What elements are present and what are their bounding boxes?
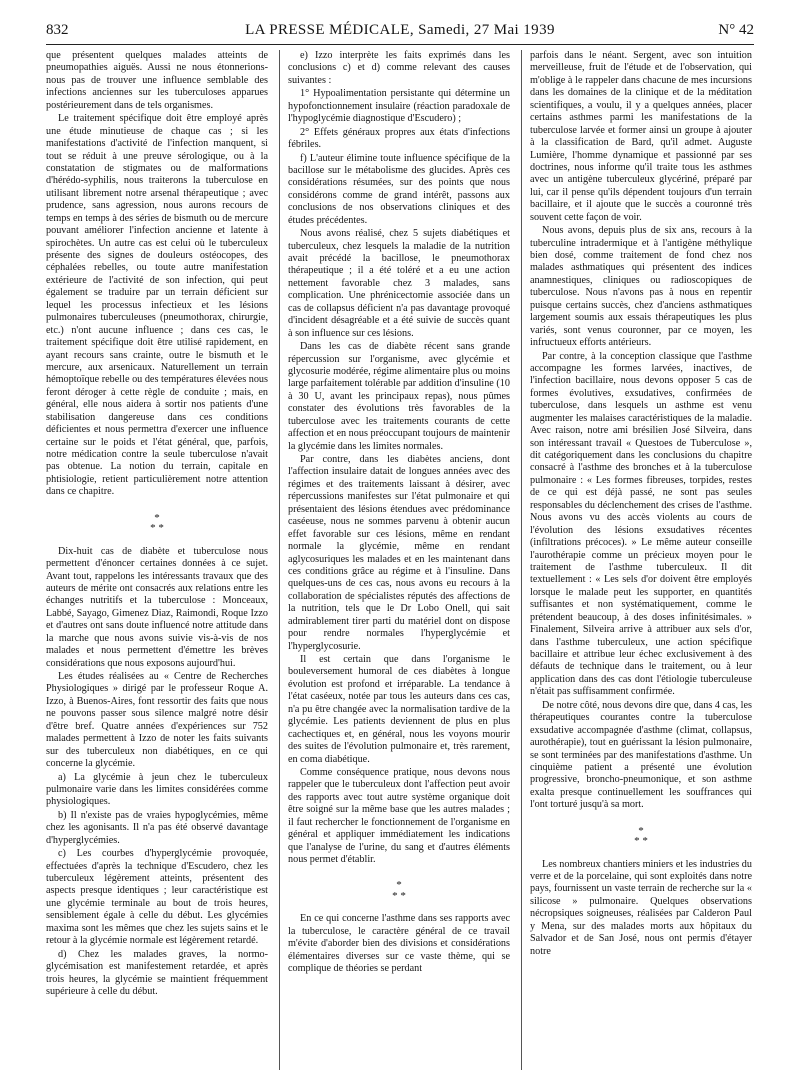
paragraph: d) Chez les malades graves, la normo-glycémisation est manifestement retardée, et après trois heures, la glycémie se maintient fréquemment supérieure à celle du début. [46, 948, 268, 997]
paragraph: parfois dans le néant. Sergent, avec son intuition merveilleuse, fruit de l'étude et de l'observation, qui m'oblige à le rappeler dans chacune de mes incursions dans les domaines de la clinique et de la méditation scientifiques, a voulu, il y a quelques années, placer certains asthmes parmi les manifestations de la tuberculose larvée et former ainsi un groupe à ajouter à la classification de Bard, qu'il admet. Auguste Lumière, l'homme dynamique et passionné par ses doctrines, nous informe qu'il traite tous les asthmes avec un antigène tuberculeux glycériné, préparé par lui, car il pense qu'ils dépendent toujours d'un terrain bacillaire, et il ajoute que le succès a couronné très souvent cette façon de voir. [530, 50, 752, 223]
paragraph: Les études réalisées au « Centre de Recherches Physiologiques » dirigé par le professeur Roque A. Izzo, à Buenos-Aires, font ressortir des faits que nous ne pouvons passer sous silence malgré notre désir d'être bref. Quatre années d'expériences sur 752 malades permettent à Izzo de noter les faits suivants sur des tuberculeux non diabétiques, en ce qui concerne la glycémie. [46, 671, 268, 770]
journal-title: LA PRESSE MÉDICALE, Samedi, 27 Mai 1939 [245, 22, 555, 38]
paragraph: Dans les cas de diabète récent sans grande répercussion sur l'organisme, avec glycémie et glycosurie modérée, régime alimentaire plus ou moins large parfaitement tolérable par addition d'insuline (10 à 30 U, avant les principaux repas), nous pûmes constater des évolutions très favorables de la tuberculose avec les traitements courants de cette affection et en nous préoccupant toujours de maintenir la glycémie dans les limites normales. [288, 341, 510, 452]
page-number: 832 [46, 22, 69, 38]
paragraph: De notre côté, nous devons dire que, dans 4 cas, les thérapeutiques courantes contre la tuberculose exsudative accompagnée d'asthme (climat, collapsus, aurothérapie), tout en guérissant la lésion pulmonaire, se sont terminées par des manifestations d'asthme. Un cinquième patient a présenté une évolution progressive, broncho-pneumonique, et son asthme exalta presque continuellement les souffrances qui l'ont torturé jusqu'à sa mort. [530, 699, 752, 811]
paragraph: b) Il n'existe pas de vraies hypoglycémies, même chez les agonisants. Il n'a pas été observé davantage d'hyperglycémies. [46, 809, 268, 846]
section-separator: * * * [634, 824, 648, 848]
column-middle [288, 50, 510, 977]
column-divider [279, 50, 280, 1070]
paragraph: Par contre, dans les diabètes anciens, dont l'affection insulaire datait de longues années avec des régimes et des traitements laissant à désirer, avec répercussions manifestes sur l'état pulmonaire et qui présentaient des lésions étendues avec prédominance caséeuse, nous ne sommes parvenu à obtenir aucun effet favorable sur ces lésions, même en rendant normale la glycémie, même en rendant aglycosuriques les malades et en les maintenant dans ces conditions grâce au régime et à l'insuline. Dans quelques-uns de ces cas, nous avons eu recours à la collaboration de spécialistes réputés des affections de la nutrition, tels que le Dr Lobo Onell, qui sait admirablement tirer parti du matériel dont on dispose pour rendre normales l'hyperglycémie et l'hyperglycosurie. [288, 454, 510, 652]
column-right [530, 50, 752, 959]
paragraph: Il est certain que dans l'organisme le bouleversement humoral de ces diabètes à longue évolution est profond et irréparable. La tendance à l'état caséeux, notée par tous les auteurs dans ces cas, n'a pu être changée avec la normalisation tardive de la glycémie. Les patients deviennent de plus en plus cachectiques et, en général, nous les voyons mourir des suites de l'évolution pulmonaire et, très rarement, en coma diabétique. [288, 654, 510, 765]
column-left [46, 50, 268, 999]
paragraph: a) La glycémie à jeun chez le tuberculeux pulmonaire varie dans les limites considérées comme physiologiques. [46, 771, 268, 808]
paragraph: 2° Effets généraux propres aux états d'infections fébriles. [288, 126, 510, 151]
paragraph: 1° Hypoalimentation persistante qui détermine un hypofonctionnement insulaire (réaction paradoxale de l'hypoglycémie diagnostique d'Escudero) ; [288, 88, 510, 125]
paragraph: Nous avons réalisé, chez 5 sujets diabétiques et tuberculeux, chez lesquels la maladie de la nutrition avait précédé la bacillose, le pneumothorax thérapeutique ; il a été toléré et a eu une action nettement favorable chez 3 malades, sans complication. Une phrénicectomie associée dans un cas de collapsus déficient n'a pas davantage provoqué d'incident désagréable et a été suivie de succès quant à son influence sur ces lésions. [288, 228, 510, 339]
paragraph: Le traitement spécifique doit être employé après une étude minutieuse de chaque cas ; si les manifestations d'activité de l'infection manquent, si tout se réduit à une preuve sérologique, ou à la constatation de stigmates ou de malformations d'hérédo-syphilis, nous traiterons la tuberculose en utilisant librement notre arsenal thérapeutique ; avec prudence, sans agression, nous aurons recours de temps en temps à des séries de bismuth ou de mercure pouvant améliorer l'infection ancienne et latente à spirochètes. Un autre cas est celui où le tuberculeux présente des signes de douleurs ostéocopes, des céphalées rebelles, ou toute autre manifestation extérieure de l'activité de son infection, qui peut également se traduire par un terrain déficient sur lequel les processus infectieux et les lésions pulmonaires tuberculeuses (pneumothorax, chirurgie, etc.) n'ont aucune influence ; dans ces cas, le traitement spécifique doit être utilisé rapidement, en ayant recours sans crainte, outre le bismuth et le mercure, aux arsenicaux. Naturellement un terrain hémoptoïque rebelle ou des températures élevées nous feront déroger à cette règle de conduite ; mais, en général, elle nous aidera à sortir nos patients d'une stabilisation dangereuse dans ces conditions déficientes et nous permettra d'exercer une influence certaine sur le poids et l'état général, que, parfois, notre médication contre la seule tuberculose n'avait pas obtenue. La notion du terrain, capitale en phtisiologie, retient particulièrement notre attention dans ce chapitre. [46, 113, 268, 498]
paragraph: Nous avons, depuis plus de six ans, recours à la tuberculine intradermique et à l'antigène méthylique bien dosé, comme traitement de fond chez nos malades asthmatiques qui présentent des indices anamnestiques, cliniques ou radioscopiques de tuberculose. Nous n'avons pas à nous en repentir puisque certains succès, chez d'anciens asthmatiques largement soumis aux essais thérapeutiques les plus variés, sont venus couronner, par ce moyen, les infructueux efforts antérieurs. [530, 225, 752, 349]
paragraph: e) Izzo interprète les faits exprimés dans les conclusions c) et d) comme relevant des causes suivantes : [288, 50, 510, 86]
paragraph: que présentent quelques malades atteints de pneumopathies aiguës. Aussi ne nous étonnerions-nous pas de trouver une influence semblable des infections anciennes sur les tuberculoses apparues postérieurement dans de tels organismes. [46, 50, 268, 111]
paragraph: Les nombreux chantiers miniers et les industries du verre et de la porcelaine, qui sont exploités dans notre pays, fournissent un vaste terrain de recherche sur la « silicose » pulmonaire. Quelques observations nécropsiques soigneuses, réalisées par Calderon Paul y Mena, sur des malades morts aux hôpitaux du Salvador et de San José, nous ont permis d'étayer notre [530, 858, 752, 957]
issue-number: N° 42 [718, 22, 754, 38]
section-separator: * * * [392, 879, 406, 902]
page-header [46, 22, 754, 45]
paragraph: Comme conséquence pratique, nous devons nous rappeler que le tuberculeux dont l'affection peut avoir des rapports avec tout autre système organique doit être soigné sur la même base que les autres malades ; il faut rechercher le fonctionnement de l'organisme en général et appliquer immédiatement les indications que l'analyse de l'urine, du sang et d'autres éléments nous permet d'établir. [288, 766, 510, 865]
paragraph: Dix-huit cas de diabète et tuberculose nous permettent d'énoncer certaines données à ce sujet. Avant tout, rappelons les intéressants travaux que des auteurs de mérite ont consacrés aux relations entre les échanges nutritifs et la tuberculose : Monceaux, Labbé, Sayago, Gimenez Diaz, Raimondi, Roque Izzo et d'autres ont sans doute influencé notre attitude dans la marche que nous avons suivie vis-à-vis de nos malades et nous permettent d'émettre les brèves considérations que nous exposons aujourd'hui. [46, 545, 268, 669]
paragraph: Par contre, à la conception classique que l'asthme accompagne les formes larvées, inactives, de l'infection bacillaire, nous devons opposer 5 cas de formes évolutives, exsudatives, confirmées de tuberculose, dans lesquels un asthme est venu augmenter les malaises caractéristiques de la maladie. Avec raison, notre ami brésilien José Silveira, dans son intéressant travail « Questoes de Tuberculose », dit catégoriquement dans les conclusions du chapitre consacré à l'asthme des bronches et à la tuberculose pulmonaire : « Les formes fibreuses, torpides, restes de ce qui est déjà passé, ne sont pas seules responsables du déclenchement des crises de l'asthme. Nous avons vu des accès violents au cours de l'évolution des lésions exsudatives récentes (infiltrations précoces). » Le même auteur conseille l'aurothérapie comme un précieux moyen pour le traitement de l'asthme tuberculeux. Il dit textuellement : « Les sels d'or doivent être employés lorsque le malade peut les supporter, en quantités suffisantes et non systématiquement, comme le prétendent beaucoup, à des doses infinitésimales. » Finalement, Silveira arrive à attribuer aux sels d'or, dans l'asthme tuberculeux, une action spécifique bacillaire et attribue leur échec exclusivement à des défauts de technique dans le traitement, ou à leur application dans des cas dont l'étiologie tuberculeuse n'était pas suffisamment confirmée. [530, 350, 752, 698]
section-separator: * * * [150, 511, 164, 535]
paragraph: f) L'auteur élimine toute influence spécifique de la bacillose sur le métabolisme des glucides. Après ces considérations résumées, sur des points que nous considérons comme de grand intérêt, passons aux conclusions de nos observations cliniques et des études précédentes. [288, 152, 510, 226]
paragraph: c) Les courbes d'hyperglycémie provoquée, effectuées d'après la technique d'Escudero, chez les tuberculeux légèrement atteints, présentent des aspects presque identiques ; leur caractéristique est une glycémie terminale au bout de trois heures, sensiblement égale à celle du début. Les glycémies maxima sont les mêmes que chez les sujets sains et le retour à la glycémie normale est légèrement retardé. [46, 848, 268, 947]
column-divider [521, 50, 522, 1070]
paragraph: En ce qui concerne l'asthme dans ses rapports avec la tuberculose, le caractère général de ce travail m'évite d'aborder bien des divisions et considérations élémentaires diverses sur ce vaste thème, qui se complique de théories se perdant [288, 913, 510, 975]
